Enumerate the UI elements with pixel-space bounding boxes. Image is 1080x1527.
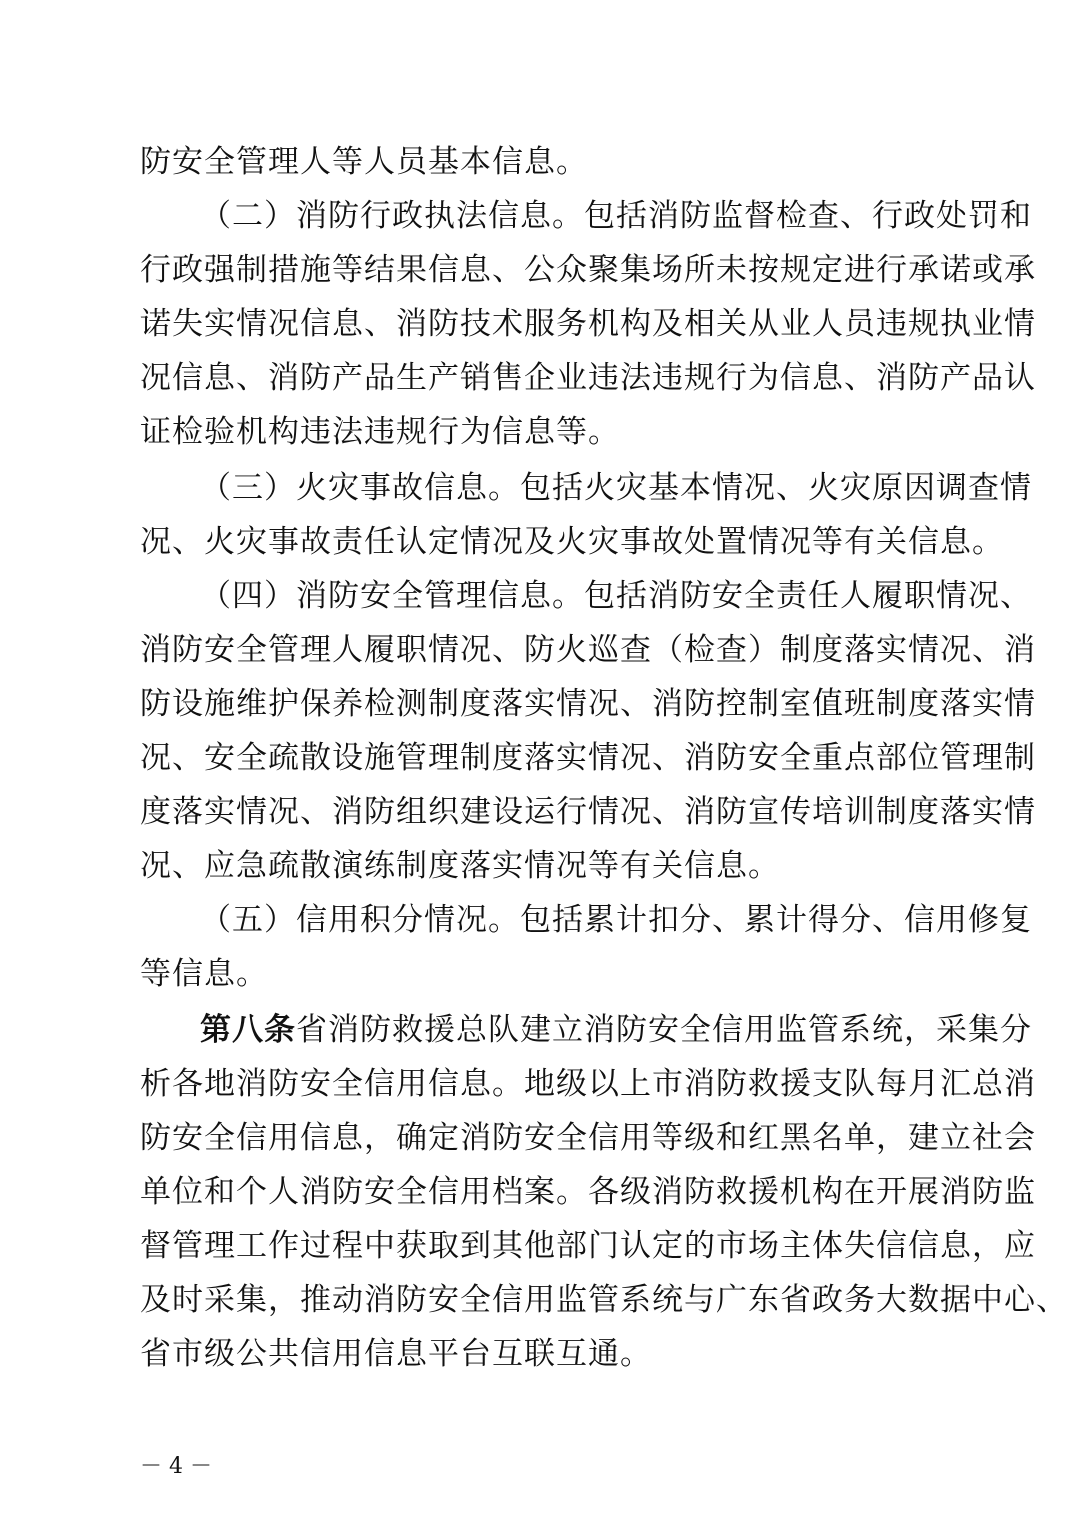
paragraph-line: （三）火灾事故信息。包括火灾基本情况、火灾原因调查情 [200,470,1032,506]
paragraph-line: 督管理工作过程中获取到其他部门认定的市场主体失信信息，应 [140,1228,1036,1264]
article-8-heading: 第八条 [200,1012,296,1048]
paragraph-line: （二）消防行政执法信息。包括消防监督检查、行政处罚和 [200,198,1032,234]
article-8-first-line [200,1003,1032,1057]
paragraph-line: 单位和个人消防安全信用档案。各级消防救援机构在开展消防监 [140,1174,1036,1210]
paragraph-line: 况、应急疏散演练制度落实情况等有关信息。 [140,848,780,884]
paragraph-line: 行政强制措施等结果信息、公众聚集场所未按规定进行承诺或承 [140,252,1036,288]
paragraph-line: 防安全信用信息，确定消防安全信用等级和红黑名单，建立社会 [140,1120,1036,1156]
paragraph-line: 况、火灾事故责任认定情况及火灾事故处置情况等有关信息。 [140,524,1004,560]
paragraph-line: 况、安全疏散设施管理制度落实情况、消防安全重点部位管理制 [140,740,1036,776]
paragraph-line: 消防安全管理人履职情况、防火巡查（检查）制度落实情况、消 [140,632,1036,668]
paragraph-line: 及时采集，推动消防安全信用监管系统与广东省政务大数据中心、 [140,1282,1068,1318]
paragraph-line: 诺失实情况信息、消防技术服务机构及相关从业人员违规执业情 [140,306,1036,342]
page-number: － 4 － [140,1454,212,1479]
paragraph-line: 防设施维护保养检测制度落实情况、消防控制室值班制度落实情 [140,686,1036,722]
paragraph-line: 析各地消防安全信用信息。地级以上市消防救援支队每月汇总消 [140,1066,1036,1102]
paragraph-line: 防安全管理人等人员基本信息。 [140,144,588,180]
paragraph-line: （四）消防安全管理信息。包括消防安全责任人履职情况、 [200,578,1032,614]
paragraph-line: （五）信用积分情况。包括累计扣分、累计得分、信用修复 [200,902,1032,938]
article-8-text: 省消防救援总队建立消防安全信用监管系统，采集分 [296,1012,1032,1048]
paragraph-line: 证检验机构违法违规行为信息等。 [140,414,620,450]
paragraph-line: 等信息。 [140,956,268,992]
paragraph-line: 度落实情况、消防组织建设运行情况、消防宣传培训制度落实情 [140,794,1036,830]
paragraph-line: 省市级公共信用信息平台互联互通。 [140,1336,652,1372]
paragraph-line: 况信息、消防产品生产销售企业违法违规行为信息、消防产品认 [140,360,1036,396]
